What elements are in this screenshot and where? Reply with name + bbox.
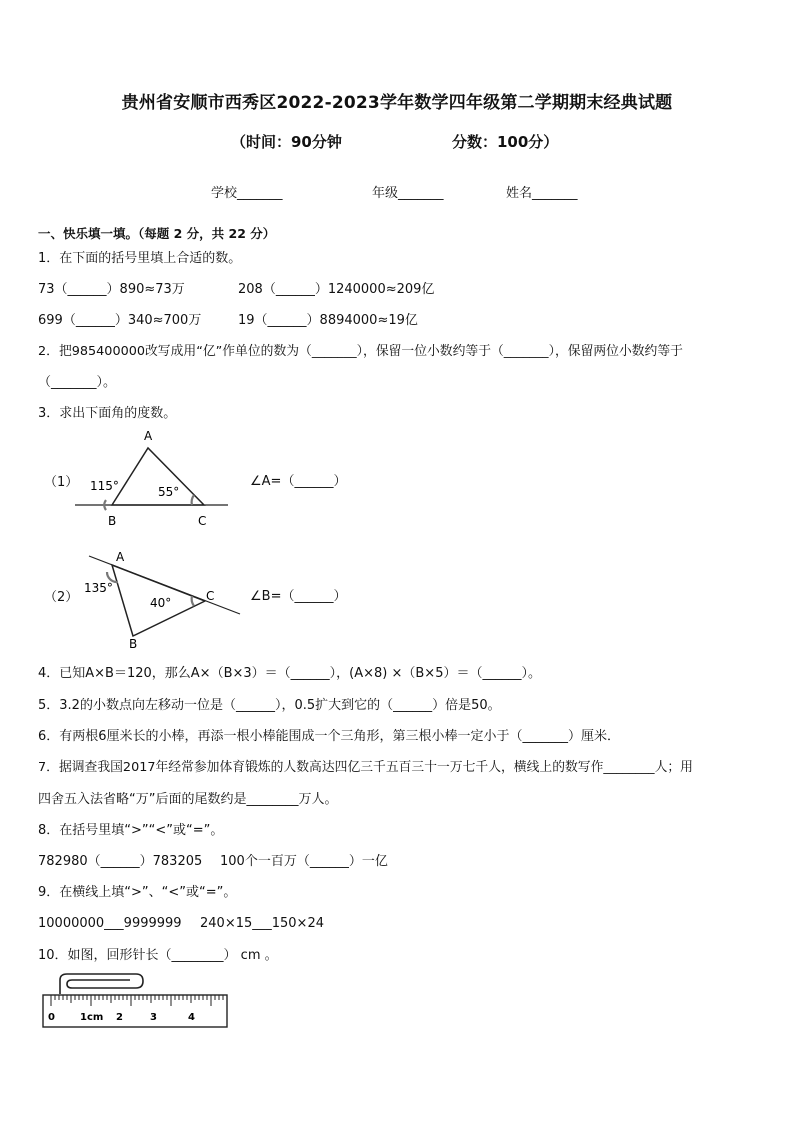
question-2-line-1: 2．把985400000改写成用“亿”作单位的数为（_______），保留一位小数约等于（_______），保留两位小数约等于: [38, 344, 683, 359]
vertex-b-label: B: [129, 637, 138, 651]
q3-answer-1: ∠A=（______）: [250, 474, 347, 489]
q1-item-b: 208（______）1240000≈209亿: [238, 282, 435, 297]
vertex-b-label: B: [108, 514, 117, 528]
angle-c-label: 40°: [150, 596, 172, 610]
angle-a-label: 135°: [84, 581, 113, 595]
q1-item-d: 19（______）8894000≈19亿: [238, 313, 418, 328]
section-heading: 一、快乐填一填。（每题 2 分，共 22 分）: [38, 226, 276, 241]
question-1: 1．在下面的括号里填上合适的数。: [38, 251, 242, 266]
q1-item-a: 73（______）890≈73万: [38, 282, 185, 297]
question-2-line-2: （_______）。: [38, 375, 117, 390]
angle-b-label: 115°: [90, 479, 119, 493]
question-3: 3．求出下面角的度数。: [38, 406, 177, 421]
question-7-line-2: 四舍五入法省略“万”后面的尾数约是________万人。: [38, 792, 338, 807]
grade-field: 年级_______: [372, 186, 444, 201]
name-field: 姓名_______: [506, 186, 578, 201]
question-10: 10．如图，回形针长（________） cm 。: [38, 948, 278, 963]
triangle-figure-2: [80, 548, 244, 652]
exam-score: 分数：100分）: [452, 133, 559, 151]
triangle-figure-1: [70, 428, 240, 530]
q8-item-b: 100个一百万（______）一亿: [220, 854, 388, 869]
q3-figure-1-number: （1）: [44, 475, 79, 490]
exam-time: （时间：90分钟: [231, 133, 342, 151]
question-7-line-1: 7．据调查我国2017年经常参加体育锻炼的人数高达四亿三千五百三十一万七千人，横线上的数写作________人；用: [38, 760, 693, 775]
vertex-c-label: C: [198, 514, 207, 528]
question-9: 9．在横线上填“>”、“<”或“=”。: [38, 885, 237, 900]
q3-answer-2: ∠B=（______）: [250, 589, 347, 604]
q9-item-b: 240×15___150×24: [200, 916, 324, 931]
q8-item-a: 782980（______）783205: [38, 854, 203, 869]
school-field: 学校_______: [211, 186, 283, 201]
q9-item-a: 10000000___9999999: [38, 916, 182, 931]
ruler-figure: [42, 972, 230, 1030]
vertex-c-label: C: [206, 589, 215, 603]
ruler-label-4: 4: [188, 1012, 195, 1023]
q3-figure-2-number: （2）: [44, 590, 79, 605]
ruler-label-0: 0: [48, 1012, 55, 1023]
vertex-a-label: A: [116, 550, 125, 564]
vertex-a-label: A: [144, 429, 153, 443]
angle-c-label: 55°: [158, 485, 180, 499]
paper-clip-icon: [60, 974, 143, 994]
question-4: 4．已知A×B＝120，那么A×（B×3）＝（______），(A×8) ×（B×5）＝（______）。: [38, 666, 541, 681]
ruler-label-1: 1cm: [80, 1012, 104, 1023]
question-5: 5．3.2的小数点向左移动一位是（______），0.5扩大到它的（______）倍是50。: [38, 698, 501, 713]
ruler-label-2: 2: [116, 1012, 123, 1023]
q1-item-c: 699（______）340≈700万: [38, 313, 202, 328]
page-title: 贵州省安顺市西秀区2022-2023学年数学四年级第二学期期末经典试题: [121, 93, 673, 113]
question-6: 6．有两根6厘米长的小棒，再添一根小棒能围成一个三角形，第三根小棒一定小于（_______）厘米．: [38, 729, 621, 744]
ruler-label-3: 3: [150, 1012, 157, 1023]
question-8: 8．在括号里填“>”“<”或“=”。: [38, 823, 224, 838]
